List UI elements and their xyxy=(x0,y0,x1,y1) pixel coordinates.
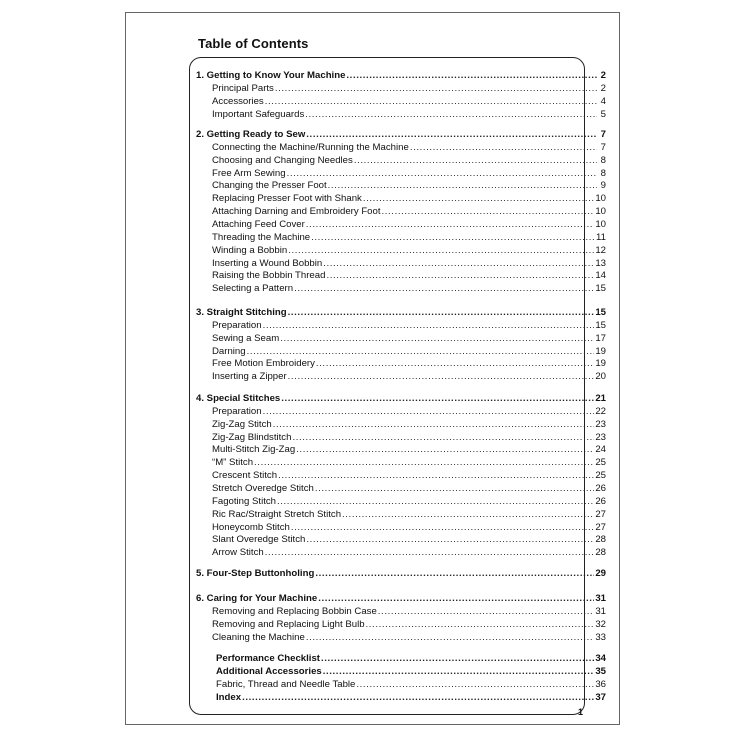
toc-leader-dots xyxy=(288,307,595,318)
toc-entry xyxy=(212,419,606,430)
toc-entry-page: 33 xyxy=(595,631,606,643)
toc-entry-page: 9 xyxy=(600,180,606,192)
toc-entry-page: 24 xyxy=(595,444,606,456)
toc-entry-page: 10 xyxy=(595,193,606,205)
toc-entry xyxy=(212,270,606,281)
toc-leader-dots xyxy=(281,393,594,404)
toc-entry-label: “M” Stitch xyxy=(212,457,254,469)
toc-entry xyxy=(212,432,606,443)
toc-entry-label: Accessories xyxy=(212,95,264,107)
toc-leader-dots xyxy=(311,232,595,243)
toc-entry xyxy=(212,457,606,468)
toc-entry-label: Free Arm Sewing xyxy=(212,167,286,179)
toc-entry-page: 13 xyxy=(595,257,606,269)
toc-entry-label: Stretch Overedge Stitch xyxy=(212,482,314,494)
toc-leader-dots xyxy=(306,219,595,230)
toc-entry-label: Crescent Stitch xyxy=(212,470,278,482)
toc-entry xyxy=(212,619,606,630)
toc-entry-page: 15 xyxy=(595,283,606,295)
toc-entry-page: 14 xyxy=(595,270,606,282)
toc-entry xyxy=(212,219,606,230)
toc-leader-dots xyxy=(242,692,594,703)
toc-leader-dots xyxy=(366,619,595,630)
toc-entry-page: 7 xyxy=(600,129,606,140)
toc-entry-page: 34 xyxy=(595,653,606,664)
toc-entry xyxy=(212,632,606,643)
toc-leader-dots xyxy=(306,534,594,545)
toc-entry-label: 1. Getting to Know Your Machine xyxy=(196,70,346,81)
toc-entry-label: Free Motion Embroidery xyxy=(212,358,315,370)
toc-entry-page: 17 xyxy=(595,332,606,344)
toc-entry-label: Sewing a Seam xyxy=(212,332,280,344)
toc-leader-dots xyxy=(382,206,595,217)
toc-entry-page: 23 xyxy=(595,431,606,443)
toc-entry xyxy=(212,509,606,520)
toc-leader-dots xyxy=(321,653,594,664)
toc-entry-label: Fagoting Stitch xyxy=(212,495,276,507)
toc-entry xyxy=(196,568,606,579)
toc-leader-dots xyxy=(306,129,597,140)
toc-entry xyxy=(212,168,606,179)
toc-leader-dots xyxy=(296,444,594,455)
toc-leader-dots xyxy=(273,419,595,430)
toc-leader-dots xyxy=(254,457,594,468)
toc-leader-dots xyxy=(316,358,594,369)
toc-entry xyxy=(212,534,606,545)
toc-entry-page: 31 xyxy=(595,593,606,604)
toc-entry-label: Fabric, Thread and Needle Table xyxy=(216,678,356,690)
toc-entry-label: Choosing and Changing Needles xyxy=(212,154,353,166)
toc-entry-page: 5 xyxy=(600,108,606,120)
toc-entry-label: Preparation xyxy=(212,319,262,331)
toc-entry-label: Ric Rac/Straight Stretch Stitch xyxy=(212,508,342,520)
toc-entry-label: Winding a Bobbin xyxy=(212,244,288,256)
toc-entry-label: Removing and Replacing Light Bulb xyxy=(212,618,365,630)
toc-entry-label: 6. Caring for Your Machine xyxy=(196,593,318,604)
toc-entry-page: 15 xyxy=(595,319,606,331)
toc-entry xyxy=(212,346,606,357)
toc-entry-label: Preparation xyxy=(212,405,262,417)
toc-leader-dots xyxy=(346,70,597,81)
toc-entry-page: 2 xyxy=(600,70,606,81)
toc-entry xyxy=(196,307,606,318)
toc-leader-dots xyxy=(265,547,595,558)
toc-entry-label: Performance Checklist xyxy=(216,653,320,664)
toc-entry-page: 35 xyxy=(595,665,606,677)
toc-entry-label: Attaching Darning and Embroidery Foot xyxy=(212,206,381,218)
toc-entry xyxy=(196,129,606,140)
toc-entry xyxy=(212,283,606,294)
toc-entry xyxy=(196,593,606,604)
toc-entry-page: 19 xyxy=(595,345,606,357)
toc-entry-page: 4 xyxy=(600,95,606,107)
toc-entry-page: 8 xyxy=(600,167,606,179)
toc-entry-label: Raising the Bobbin Thread xyxy=(212,270,326,282)
toc-leader-dots xyxy=(263,320,595,331)
toc-entry-page: 10 xyxy=(595,218,606,230)
toc-entry xyxy=(216,679,606,690)
toc-entry xyxy=(212,155,606,166)
toc-entry-label: Selecting a Pattern xyxy=(212,283,294,295)
toc-leader-dots xyxy=(326,270,594,281)
toc-leader-dots xyxy=(278,470,594,481)
toc-entry-page: 22 xyxy=(595,405,606,417)
toc-leader-dots xyxy=(356,679,594,690)
toc-entry xyxy=(212,109,606,120)
toc-entry-page: 15 xyxy=(595,307,606,318)
toc-entry-page: 25 xyxy=(595,457,606,469)
toc-leader-dots xyxy=(323,258,594,269)
toc-leader-dots xyxy=(305,109,597,120)
toc-entry-page: 28 xyxy=(595,547,606,559)
toc-entry-label: Inserting a Zipper xyxy=(212,371,287,383)
toc-entry-label: 4. Special Stitches xyxy=(196,393,281,404)
page-number: 1 xyxy=(578,707,584,717)
toc-entry-label: Changing the Presser Foot xyxy=(212,180,327,192)
toc-leader-dots xyxy=(280,333,594,344)
toc-entry-label: Multi-Stitch Zig-Zag xyxy=(212,444,296,456)
toc-entry-page: 25 xyxy=(595,470,606,482)
toc-entry xyxy=(196,70,606,81)
toc-entry-label: Cleaning the Machine xyxy=(212,631,305,643)
toc-entry-page: 10 xyxy=(595,206,606,218)
toc-entry-label: 5. Four-Step Buttonholing xyxy=(196,568,315,579)
toc-entry xyxy=(212,406,606,417)
toc-entry-label: Attaching Feed Cover xyxy=(212,218,305,230)
toc-leader-dots xyxy=(287,168,597,179)
toc-entry-label: Important Safeguards xyxy=(212,108,305,120)
toc-entry xyxy=(212,258,606,269)
toc-leader-dots xyxy=(247,346,595,357)
toc-entry xyxy=(212,193,606,204)
toc-leader-dots xyxy=(288,245,594,256)
toc-leader-dots xyxy=(315,568,594,579)
toc-entry xyxy=(196,393,606,404)
toc-entry-page: 36 xyxy=(595,678,606,690)
toc-entry-label: Principal Parts xyxy=(212,82,274,94)
toc-leader-dots xyxy=(378,606,595,617)
toc-entry xyxy=(212,245,606,256)
toc-entry-page: 29 xyxy=(595,568,606,579)
toc-entry xyxy=(216,653,606,664)
toc-entry xyxy=(212,83,606,94)
toc-leader-dots xyxy=(315,483,594,494)
toc-entry-page: 31 xyxy=(595,605,606,617)
toc-entry xyxy=(212,547,606,558)
toc-entry-page: 27 xyxy=(595,521,606,533)
toc-leader-dots xyxy=(363,193,594,204)
manual-page xyxy=(125,12,620,725)
toc-entry xyxy=(212,371,606,382)
toc-entry-label: Inserting a Wound Bobbin xyxy=(212,257,323,269)
toc-leader-dots xyxy=(277,496,594,507)
toc-entry-label: Honeycomb Stitch xyxy=(212,521,290,533)
toc-entry xyxy=(212,444,606,455)
toc-entry-page: 32 xyxy=(595,618,606,630)
toc-entry xyxy=(216,666,606,677)
toc-entry-page: 37 xyxy=(595,691,606,703)
toc-entry-page: 12 xyxy=(595,244,606,256)
toc-entry-label: Zig-Zag Stitch xyxy=(212,418,272,430)
toc-entry-page: 2 xyxy=(600,82,606,94)
toc-entry xyxy=(212,333,606,344)
toc-leader-dots xyxy=(328,180,597,191)
toc-leader-dots xyxy=(292,432,594,443)
toc-entry-label: Zig-Zag Blindstitch xyxy=(212,431,292,443)
toc-entry-page: 26 xyxy=(595,495,606,507)
toc-entry-label: 2. Getting Ready to Sew xyxy=(196,129,306,140)
toc-leader-dots xyxy=(275,83,597,94)
toc-entry xyxy=(212,470,606,481)
toc-entry-label: Slant Overedge Stitch xyxy=(212,534,306,546)
toc-entry-label: Removing and Replacing Bobbin Case xyxy=(212,605,377,617)
toc-leader-dots xyxy=(291,522,594,533)
toc-entry xyxy=(212,142,606,153)
page-title: Table of Contents xyxy=(198,36,309,51)
toc-leader-dots xyxy=(410,142,597,153)
toc-leader-dots xyxy=(265,96,597,107)
toc-entry xyxy=(212,496,606,507)
toc-leader-dots xyxy=(318,593,594,604)
toc-entry-page: 7 xyxy=(600,141,606,153)
toc-entry-label: Additional Accessories xyxy=(216,665,322,677)
toc-leader-dots xyxy=(294,283,594,294)
toc-entry xyxy=(216,692,606,703)
toc-leader-dots xyxy=(306,632,595,643)
toc-leader-dots xyxy=(354,155,597,166)
toc-entry-label: Connecting the Machine/Running the Machine xyxy=(212,141,409,153)
toc-entry-label: Arrow Stitch xyxy=(212,547,264,559)
toc-leader-dots xyxy=(288,371,595,382)
toc-entry-label: 3. Straight Stitching xyxy=(196,307,287,318)
toc-entry-page: 28 xyxy=(595,534,606,546)
toc-entry xyxy=(212,320,606,331)
toc-entry xyxy=(212,96,606,107)
toc-entry xyxy=(212,522,606,533)
toc-entry xyxy=(212,180,606,191)
toc-entry xyxy=(212,358,606,369)
toc-entry-label: Darning xyxy=(212,345,246,357)
toc-entry-page: 19 xyxy=(595,358,606,370)
toc-entry xyxy=(212,483,606,494)
toc-entry-page: 11 xyxy=(596,231,606,243)
toc-entry xyxy=(212,206,606,217)
toc-entry-page: 23 xyxy=(595,418,606,430)
toc-entry-label: Threading the Machine xyxy=(212,231,311,243)
toc-leader-dots xyxy=(263,406,595,417)
toc-entry-page: 8 xyxy=(600,154,606,166)
toc-entry-page: 20 xyxy=(595,371,606,383)
toc-entry-label: Index xyxy=(216,691,242,703)
toc-leader-dots xyxy=(342,509,594,520)
toc-leader-dots xyxy=(323,666,595,677)
toc-entry-page: 26 xyxy=(595,482,606,494)
toc-entry xyxy=(212,606,606,617)
toc-entry xyxy=(212,232,606,243)
toc-entry-label: Replacing Presser Foot with Shank xyxy=(212,193,362,205)
toc-entry-page: 27 xyxy=(595,508,606,520)
toc-entry-page: 21 xyxy=(595,393,606,404)
